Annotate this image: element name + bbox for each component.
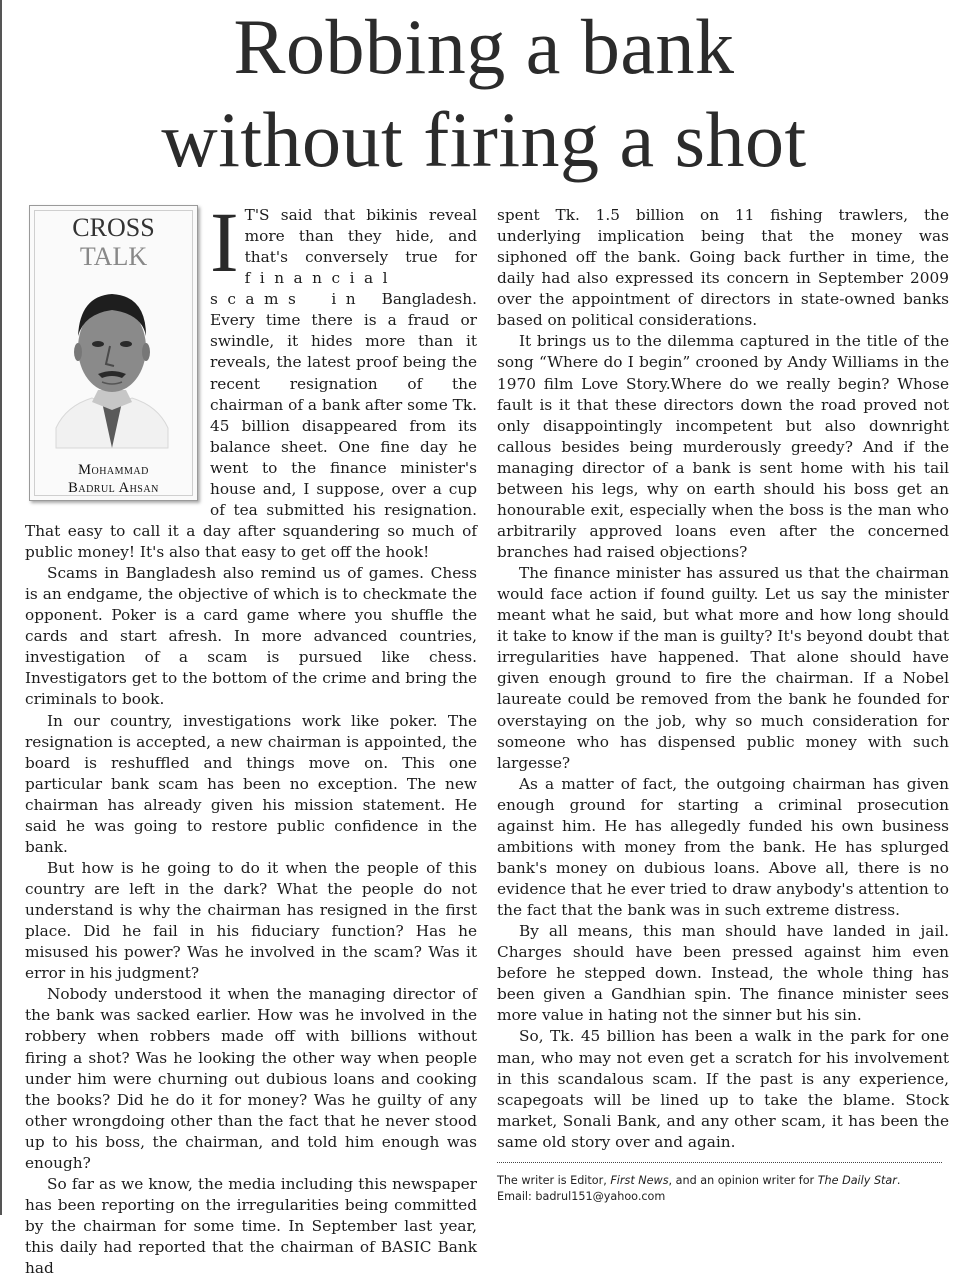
- author-email: Email: badrul151@yahoo.com: [497, 1189, 666, 1203]
- paragraph-scams-games: Scams in Bangladesh also remind us of games. Chess is an endgame, the objective of which is to checkmate the opponent. Poker is a card game where you shuffle the cards and start afresh. In more advanced countries, investigation of a scam is pursued like chess. Investigators get to the bottom of the crime and bring the criminals to book.: [25, 564, 477, 709]
- paragraph-media-reporting-cont: spent Tk. 1.5 billion on 11 fishing trawlers, the underlying implication being that the money was siphoned off the bank. Going back further in time, the daily had also expressed its concern in September 2009 over the appointment of directors in state-owned banks based on political considerations.: [497, 206, 949, 330]
- publication-daily-star: The Daily Star: [817, 1173, 897, 1187]
- article-column-right: [497, 205, 949, 1215]
- headline-line-2: without firing a shot: [161, 96, 807, 183]
- headline: [0, 0, 968, 186]
- lead-paragraph: I T'S said that bikinis reveal more than they hide, and that's conversely true for financial scams in Bangladesh. Every time there is a fraud or swindle, it hides more than it reveals, the latest proof being the recent resignation of the chairman of a bank after some Tk. 45 billion disappeared from its balance sheet. One fine day he went to the finance minister's house and, I suppose, over a cup of tea submitted his resignation. That easy to call it a day after squandering so much of public money! It's also that easy to get off the hook!: [25, 194, 477, 561]
- drop-cap: I: [210, 194, 239, 290]
- author-first-name: Mohammad: [78, 462, 149, 478]
- paragraph-dilemma: It brings us to the dilemma captured in the title of the song “Where do I begin” crooned by Andy Williams in the 1970 film Love Story.Where do we really begin? Whose fault is it that these directors down the road proved not only disappointingly incompetent but also downright callous besides being murderously greedy? And if the managing director of a bank is sent home with his tail between his legs, why on earth should his boss get an honourable exit, especially when the boss is the man who arbitrarily approved loans even after the concerned branches had raised objections?: [497, 332, 949, 561]
- paragraph-managing-director: Nobody understood it when the managing director of the bank was sacked earlier. How was he involved in the robbery when robbers made off with billions without firing a shot? Was he looking the other way when people under him were churning out dubious loans and cooking the books? Did he do it for money? Was he guilty of any other wrongdoing other than the fact that he never stood up to his boss, the chairman, and told him enough was enough?: [25, 985, 477, 1172]
- paragraph-finance-minister: The finance minister has assured us that the chairman would face action if found guilty. Let us say the minister meant what he said, but what more and how long should it take to know if the man is guilty? It's beyond doubt that irregularities have happened. That alone should have given enough ground to fire the chairman. If a Nobel laureate could be removed from the bank he founded for overstaying on the job, why so much consideration for someone who has dispensed public money with such largesse?: [497, 564, 949, 772]
- author-note: The writer is Editor, First News, and an opinion writer for The Daily Star. Email: badrul151@yahoo.com: [497, 1173, 901, 1203]
- article-column-left: [25, 194, 477, 1278]
- paragraph-left-in-dark: But how is he going to do it when the people of this country are left in the dark? What the people do not understand is why the chairman has resigned in the first place. Did he fail in his fiduciary function? Has he misused his power? Was he involved in the scam? Was it error in his judgment?: [25, 858, 477, 983]
- column-kicker-talk: TALK: [79, 242, 148, 271]
- paragraph-jail: By all means, this man should have landed in jail. Charges should have been pressed against him even before he stepped down. Instead, the whole thing has been given a Gandhian spin. The finance minister sees more value in hating not the sinner but his sin.: [497, 922, 949, 1025]
- column-kicker-cross: CROSS: [72, 213, 155, 242]
- footer-dotted-divider: [497, 1162, 942, 1163]
- column-logo-box: [29, 205, 198, 501]
- author-byline: [30, 461, 197, 497]
- paragraph-walk-in-park: So, Tk. 45 billion has been a walk in the park for one man, who may not even get a scratch for his involvement in this scandalous scam. If the past is any experience, scapegoats will be lined up to take the blame. Stock market, Sonali Bank, and any other scam, it has been the same old story over and again.: [497, 1027, 949, 1151]
- headline-line-1: Robbing a bank: [233, 3, 735, 90]
- paragraph-poker: In our country, investigations work like poker. The resignation is accepted, a new chairman is appointed, the board is reshuffled and things move on. This one particular bank scam has been no exception. The new chairman has already given his mission statement. He said he was going to restore public confidence in the bank.: [25, 711, 477, 856]
- paragraph-media-reporting: So far as we know, the media including this newspaper has been reporting on the irregularities being committed by the chairman for some time. In September last year, this daily had reported that the chairman of BASIC Bank had: [25, 1174, 477, 1278]
- author-portrait: [56, 278, 168, 448]
- paragraph-criminal-prosecution: As a matter of fact, the outgoing chairman has given enough ground for starting a criminal prosecution against him. He has allegedly funded his own business ambitions with money from the bank. He has splurged bank's money on dubious loans. Above all, there is no evidence that he ever tried to draw anybody's attention to the fact that the bank was in such extreme distress.: [497, 774, 949, 920]
- publication-first-news: First News: [610, 1173, 669, 1187]
- author-last-name: Badrul Ahsan: [68, 480, 159, 496]
